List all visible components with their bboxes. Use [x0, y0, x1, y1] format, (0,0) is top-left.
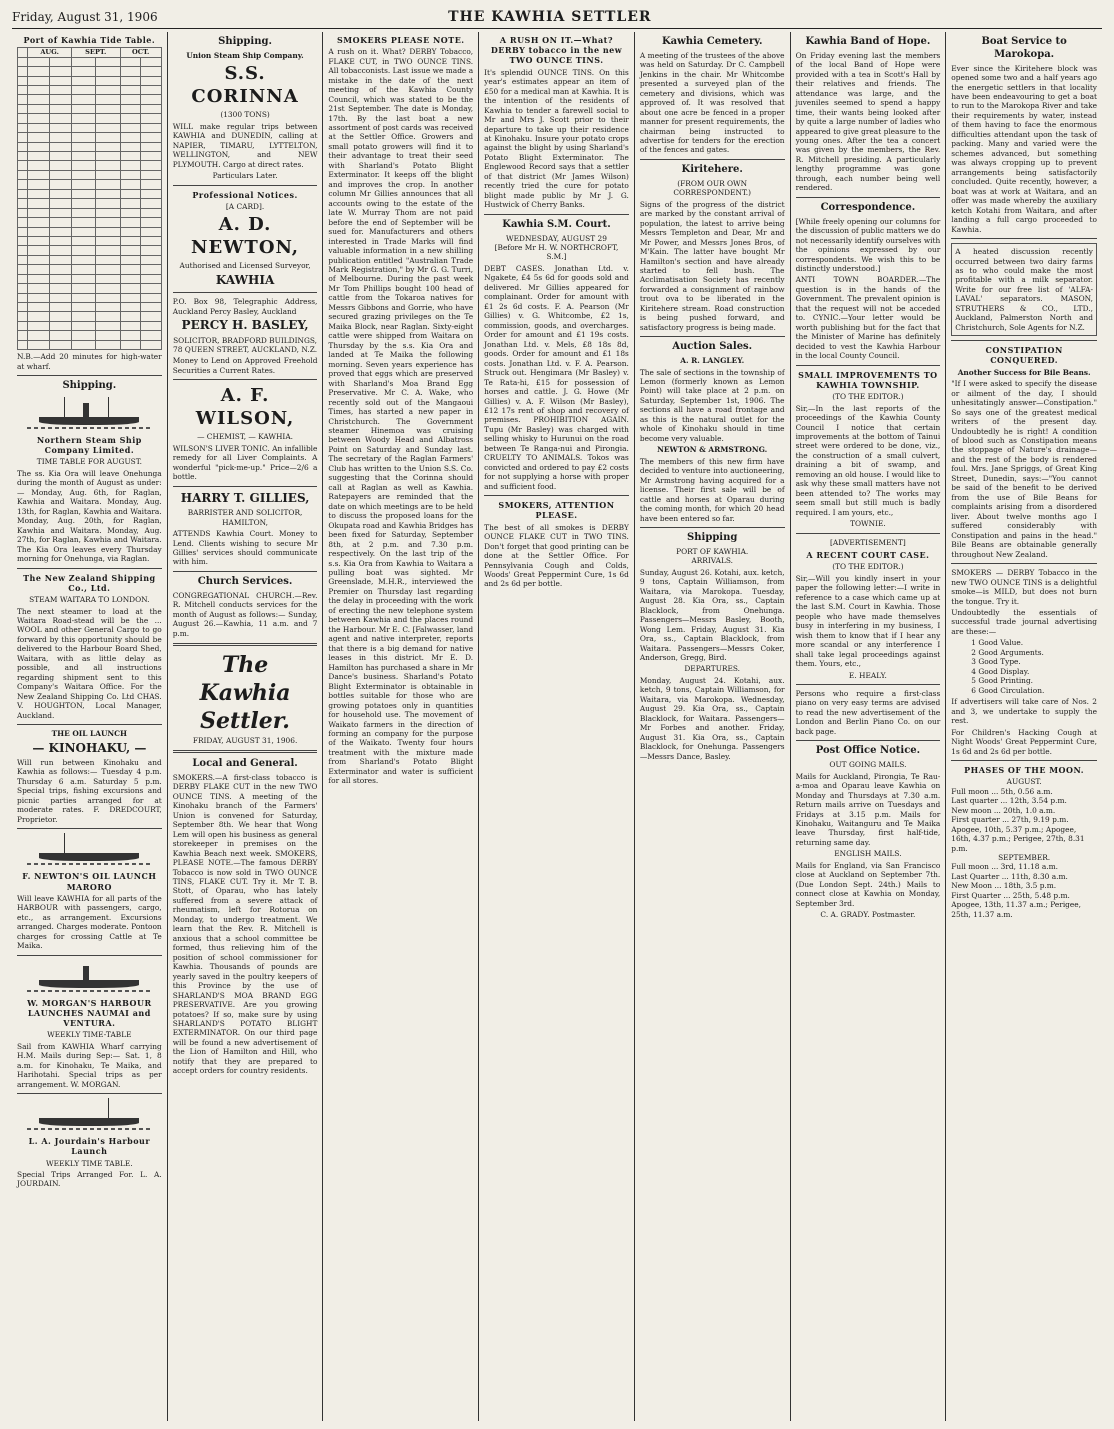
- jourdain-subtitle: WEEKLY TIME TABLE.: [46, 1158, 133, 1168]
- tide-row: [18, 180, 162, 189]
- steamship-illustration: [27, 397, 152, 431]
- court-body: DEBT CASES. Jonathan Ltd. v. Ngakete, £4 5s 6d for goods sold and delivered. Mr Gillies appeared for complainant. Order for amount with £1 2s 6d costs. F. A. Pearson (Mr Gillies) v. G. Whitcombe, £2 1s, commission, goods, and overcharges. Order for amount and £1 19s costs. Jonathan Ltd. v. Mels, £8 18s 8d, goods. Order for amount and £1 18s costs. Jonathan Ltd. v. F. A. Pearson. Struck out. Hengimara (Mr Basley) v. Te Rata-hi, £15 for possession of horses and cattle. J. G. Howe (Mr Gillies) v. A. F. Wilson (Mr Basley), £12 17s rent of shop and recovery of premises. PROHIBITION AGAIN. Tupu (Mr Basley) was charged with selling whisky to Hurunui on the road between Te Ranga-nui and Pirongia. CRUELTY TO ANIMALS. Tokos was convicted and ordered to pay £2 costs for not supplying a horse with proper and sufficient food.: [484, 263, 629, 491]
- newton-subtitle: Authorised and Licensed Surveyor,: [179, 261, 311, 271]
- correspondence-body: ANTI TOWN BOARDER.—The question is in the hands of the Government. The prevalent opinion is that the request will not be acceded to. CYNIC.—Your letter would be worth publishing but for the fact that the Minister of Marine has definitely decided to vest the Kawhia Harbour in the local County Council.: [795, 275, 941, 361]
- smokers-attention-title: SMOKERS, ATTENTION PLEASE.: [498, 500, 615, 521]
- aug-row: Last quarter ... 12th, 3.54 p.m.: [951, 796, 1067, 806]
- newton-armstrong: NEWTON & ARMSTRONG.: [657, 445, 768, 455]
- oil-launch-title: THE OIL LAUNCH: [51, 729, 128, 739]
- aug-row: First quarter ... 27th, 9.19 p.m.: [951, 815, 1069, 825]
- sept-row: Apogee, 13th, 11.37 a.m.; Perigee, 25th, 11.37 a.m.: [951, 900, 1082, 919]
- bile-beans-subheading: Another Success for Bile Beans.: [957, 367, 1091, 377]
- wilson-subtitle: — CHEMIST, — KAWHIA.: [197, 432, 294, 442]
- tide-row: [18, 133, 162, 142]
- tide-row: [18, 236, 162, 245]
- tide-month-aug: AUG.: [28, 48, 72, 57]
- tide-row: [18, 104, 162, 113]
- church-heading: Church Services.: [197, 575, 293, 587]
- tide-row: [18, 255, 162, 264]
- arrivals-body: Sunday, August 26. Kotahi, aux. ketch, 9 tons, Captain Williamson, from Waitara, via Marokopa. Tuesday, August 28. Kia Ora, ss., Captain Blacklock, from Onehunga. Passengers—Messrs Basley, Booth, Wong Lem. Friday, August 31. Kia Ora, ss., Captain Blacklock, from Waitara. Passengers—Messrs Coker, Anderson, Gregg, Bird.: [639, 567, 785, 662]
- nzship-subtitle: STEAM WAITARA TO LONDON.: [29, 595, 150, 605]
- tide-row: [18, 152, 162, 161]
- derby-smokers: SMOKERS — DERBY Tobacco in the new TWO OUNCE TINS is a delightful smoke—is MILD, but does not burn the tongue. Try it.: [951, 568, 1097, 606]
- correspondence-heading: Correspondence.: [820, 201, 916, 213]
- morgan-subtitle: WEEKLY TIME-TABLE: [47, 1030, 132, 1040]
- wilson-body: WILSON'S LIVER TONIC. An infallible remedy for all Liver Complaints. A wonderful "pick-me-up." Price—2/6 a bottle.: [172, 443, 318, 482]
- professional-notices: Professional Notices.: [192, 189, 298, 200]
- basley-name: PERCY H. BASLEY,: [181, 318, 309, 333]
- cemetery-body: A meeting of the trustees of the above was held on Saturday. Dr C. Campbell Jenkins in the chair. Mr Whitcombe presented a surveyed plan of the cemetery and divisions, which was approved of. It was resolved that about one acre be fenced in a proper manner for present requirements, the chairman being instructed to advertise for tenders for the erection of the fences and gates.: [639, 50, 785, 155]
- court-before: [Before Mr H. W. NORTHCROFT, S.M.]: [494, 243, 619, 262]
- corinna-body: WILL make regular trips between KAWHIA and DUNEDIN, calling at NAPIER, TIMARU, LYTTELTON, WELLINGTON, and NEW PLYMOUTH. Cargo at direct rates.: [172, 121, 318, 169]
- sept-row: First Quarter ... 25th, 5.48 p.m.: [951, 890, 1070, 900]
- issue-date: Friday, August 31, 1906: [12, 10, 158, 24]
- tide-row: [18, 218, 162, 227]
- aug-row: Full moon ... 5th, 0.56 a.m.: [951, 786, 1053, 796]
- sept-row: Full moon ... 3rd, 11.18 a.m.: [951, 862, 1058, 872]
- masthead: [12, 6, 1102, 29]
- langley-name: A. R. LANGLEY.: [680, 356, 745, 366]
- edition-date: FRIDAY, AUGUST 31, 1906.: [192, 735, 298, 745]
- tide-row: [18, 284, 162, 293]
- tide-row: [18, 161, 162, 170]
- column-7: [946, 32, 1102, 1421]
- tide-rows: [18, 57, 162, 350]
- tide-row: [18, 170, 162, 179]
- particulars: Particulars Later.: [212, 171, 278, 181]
- columns: [12, 32, 1102, 1421]
- small-improvements-heading: SMALL IMPROVEMENTS TO KAWHIA TOWNSHIP.: [798, 369, 938, 390]
- august-heading: AUGUST.: [1006, 777, 1042, 787]
- tide-row: [18, 246, 162, 255]
- tide-row: [18, 199, 162, 208]
- tide-row: [18, 265, 162, 274]
- newton-launch-body: Will leave KAWHIA for all parts of the HARBOUR with passengers, cargo, etc., as arrangement. Excursions arranged. Charges moderate. Pontoon charges for crossing Cattle at Te Maika.: [17, 893, 162, 951]
- post-office-body: Mails for Auckland, Pirongia, Te Rau-a-moa and Oparau leave Kawhia on Monday and Thursdays at 7.30 a.m. Return mails arrive on Tuesdays and Fridays at 3.15 p.m. Mails for Kinohaku, Waitanguru and Te Maika leave Thursday, first half-tide, returning same day.: [795, 771, 941, 847]
- to-the-editor-2: (TO THE EDITOR.): [832, 562, 904, 572]
- tide-row: [18, 303, 162, 312]
- column-5: [635, 32, 791, 1421]
- kiritehere-heading: Kiritehere.: [681, 163, 743, 175]
- column-3: [323, 32, 479, 1421]
- to-the-editor: (TO THE EDITOR.): [832, 392, 904, 402]
- tide-row: [18, 67, 162, 76]
- print-item: 1 Good Value.: [971, 638, 1024, 648]
- court-case-body: Sir,—Will you kindly insert in your paper the following letter:—I write in reference to a case which came up at the last S.M. Court in Kawhia. Those people who have made themselves busy in interfering in my business, I wish them to know that if I hear any more scandal or any interference I shall take legal proceedings against them. Yours, etc.,: [795, 573, 941, 669]
- tide-month-sept: SEPT.: [71, 48, 120, 57]
- english-mails-body: Mails for England, via San Francisco close at Auckland on September 7th. (Due London Sept. 24th.) Mails to connect close at Kawhia on Monday, September 3rd.: [795, 860, 941, 908]
- tide-row: [18, 142, 162, 151]
- basley-address: P.O. Box 98, Telegraphic Address, Auckland Percy Basley, Auckland: [172, 297, 318, 316]
- a-card: [A CARD].: [225, 201, 265, 211]
- church-body: CONGREGATIONAL CHURCH.—Rev. R. Mitchell conducts services for the month of August as follows:— Sunday, August 26.—Kawhia, 11 a.m. and 7 p.m.: [172, 590, 318, 638]
- column-6: [791, 32, 947, 1421]
- column-4-intro: It's splendid OUNCE TINS. On this year's estimates appear an item of £50 for a medical man at Kawhia. It is the intention of the residents of Kawhia to tender a farewell social to Mr and Mrs J. Scott prior to their departure to take up their residence at Kinohaku. Insure your potato crops against the blight by using Sharland's Potato Blight Exterminator. The Englewood Record says that a settler of that district (Mr James Wilson) recently tried the cure for potato blight made public by Mr J. G. Hustwick of Cherry Banks.: [484, 67, 629, 210]
- tide-table: [17, 47, 162, 350]
- smokers-notice-title: SMOKERS PLEASE NOTE.: [336, 35, 465, 45]
- tide-row: [18, 208, 162, 217]
- healy-signature: E. HEALY.: [848, 670, 887, 680]
- post-office-heading: Post Office Notice.: [815, 745, 921, 757]
- basley-subtitle: SOLICITOR, BRADFORD BUILDINGS, 78 QUEEN STREET, AUCKLAND, N.Z.: [173, 335, 318, 354]
- shipping-heading: Shipping.: [62, 380, 117, 392]
- tide-row: [18, 57, 162, 66]
- kiritehere-body: Signs of the progress of the district are marked by the constant arrival of population, the latest to arrive being Messrs Templeton and Dear, Mr and Mr Power, and Messrs Jones Bros, of M'Kain. The latter have bought Mr Hamilton's section and have already started to fell bush. The Acclimatisation Society has recently forwarded a consignment of rainbow trout ova to be liberated in the Kiritehere stream. Road construction is being pushed forward, and satisfactory progress is being made.: [639, 199, 785, 332]
- auction-heading: Auction Sales.: [672, 341, 753, 353]
- tide-row: [18, 227, 162, 236]
- port-heading: PORT OF KAWHIA.: [676, 546, 749, 556]
- arrivals-heading: ARRIVALS.: [691, 556, 734, 566]
- tide-row: [18, 321, 162, 330]
- nzsc-title: Northern Steam Ship Company Limited.: [36, 434, 142, 456]
- usco-title: Union Steam Ship Company.: [186, 50, 304, 60]
- separator-ad: A heated discussion recently occurred between two dairy farms as to who could make the most profitable with a milk separator. Write for our free list of 'ALFA-LAVAL' separators. MASON, STRUTHERS & CO., LTD., Auckland, Palmerston North and Christchurch, Sole Agents for N.Z.: [951, 243, 1097, 336]
- shipping-heading-3: Shipping: [687, 532, 738, 544]
- corinna-tons: (1300 TONS): [220, 110, 270, 120]
- outgoing-mails: OUT GOING MAILS.: [829, 760, 907, 770]
- paper-title: THE KAWHIA SETTLER: [448, 9, 652, 25]
- piano-notice: Persons who require a first-class piano on very easy terms are advised to read the new advertisement of the London and Berlin Piano Co. on our back page.: [795, 689, 941, 736]
- departures-body: Monday, August 24. Kotahi, aux. ketch, 9 tons, Captain Williamson, for Waitara, via Marokopa. Wednesday, August 29. Kia Ora, ss., Captain Blacklock, for Waitara. Passengers—Mr Forbes and another. Friday, August 31. Kia Ora, ss., Captain Blacklock, for Onehunga. Passengers—Messrs Dance, Basley.: [639, 675, 785, 761]
- newton-name: A. D. NEWTON,: [191, 214, 300, 259]
- grady-signature: C. A. GRADY. Postmaster.: [820, 910, 916, 920]
- aug-row: New moon ... 20th, 1.0 a.m.: [951, 805, 1056, 815]
- kiritehere-sub: (FROM OUR OWN CORRESPONDENT.): [673, 178, 752, 198]
- tide-row: [18, 293, 162, 302]
- launch-illustration-3: [27, 1098, 152, 1132]
- nzship-body: The next steamer to load at the Waitara Road-stead will be the ... WOOL and other General Cargo to go forward by this opportunity should be delivered to the Harbour Board Shed, Waitara, with as little delay as possible, and all instructions regarding shipment sent to this Company's Waitara Office. For the New Zealand Shipping Co. Ltd CHAS. V. HOUGHTON, Local Manager, Auckland.: [17, 606, 162, 720]
- print-item: 4 Good Display.: [971, 666, 1030, 676]
- moon-phases-heading: PHASES OF THE MOON.: [964, 765, 1085, 775]
- tide-row: [18, 340, 162, 349]
- gillies-body: ATTENDS Kawhia Court. Money to Lend. Clients wishing to secure Mr Gillies' services should communicate with him.: [172, 529, 318, 567]
- townie-signature: TOWNIE.: [850, 519, 886, 529]
- gillies-name: HARRY T. GILLIES,: [180, 490, 310, 505]
- print-intro: Undoubtedly the essentials of successful trade journal advertising are these:—: [951, 607, 1097, 636]
- newton-launch-title: F. NEWTON'S OIL LAUNCH MARORO: [22, 871, 157, 892]
- nzship-title: The New Zealand Shipping Co., Ltd.: [23, 572, 156, 593]
- tide-row: [18, 274, 162, 283]
- launch-illustration: [27, 833, 152, 867]
- print-item: 2 Good Arguments.: [971, 647, 1044, 657]
- auction-body: The sale of sections in the township of Lemon (formerly known as Lemon Point) will take place at 2 p.m. on Saturday, September 1st, 1906. The sections all have a road frontage and as this is the natural outlet for the whole of Kinohaku should in time become very valuable.: [639, 367, 785, 443]
- local-general-heading: Local and General.: [192, 758, 298, 770]
- english-mails: ENGLISH MAILS.: [834, 849, 902, 859]
- oil-launch-name: — KINOHAKU, —: [32, 740, 147, 755]
- tide-table-title: Port of Kawhia Tide Table.: [23, 35, 156, 45]
- print-list: [951, 638, 1097, 695]
- tide-row: [18, 189, 162, 198]
- tide-row: [18, 123, 162, 132]
- court-case-heading: A RECENT COURT CASE.: [806, 550, 930, 561]
- morgan-body: Sail from KAWHIA Wharf carrying H.M. Mails during Sep:— Sat. 1, 8 a.m. for Kinohaku, Te Maika, and Harihotahi. Special trips as per arrangement. W. MORGAN.: [17, 1041, 162, 1089]
- tide-month-oct: OCT.: [120, 48, 161, 57]
- column-1: [12, 32, 168, 1421]
- nzsc-subtitle: TIME TABLE FOR AUGUST.: [36, 457, 142, 467]
- local-general-body: SMOKERS.—A first-class tobacco is DERBY FLAKE CUT in the new TWO OUNCE TINS. A meeting of the Kinohaku branch of the Farmers' Union is convened for Saturday, September 8th. We hear that Wong Lem will open his business as general storekeeper in premises on the Kawhia Beach next week. SMOKERS, PLEASE NOTE.—The famous DERBY Tobacco is now sold in TWO OUNCE TINS, FLAKE CUT. Try it. Mr T. B. Stott, of Oparau, who has lately suffered from a severe attack of rheumatism, left for Rotorua on Monday, to undergo treatment. We learn that the Rev. R. Mitchell is anxious that a school committee be formed, thus relieving him of the position of school commissioner for Kawhia. Thousands of pounds are yearly saved in the poultry keepers of this Province by the use of SHARLAND'S MOA BRAND EGG PRESERVATIVE. Are you growing potatoes? If so, make sure by using SHARLAND'S POTATO BLIGHT EXTERMINATOR. On our third page will be found a new advertisement of the Lion of Hamilton and Hill, who notify that they are prepared to accept orders for country residents.: [172, 772, 318, 1076]
- band-of-hope-heading: Kawhia Band of Hope.: [805, 36, 931, 47]
- tide-row: [18, 114, 162, 123]
- sept-row: New Moon ... 18th, 3.5 p.m.: [951, 881, 1057, 891]
- constipation-heading: CONSTIPATION CONQUERED.: [985, 345, 1063, 366]
- advertisement-tag: [ADVERTISEMENT]: [830, 537, 906, 547]
- launch-illustration-2: [27, 960, 152, 994]
- tide-row: [18, 95, 162, 104]
- sept-row: Last Quarter ... 11th, 8.30 a.m.: [951, 871, 1068, 881]
- newton-place: KAWHIA: [215, 272, 275, 287]
- wilson-name: A. F. WILSON,: [195, 385, 295, 430]
- column-2: [168, 32, 324, 1421]
- aug-row: Apogee, 10th, 5.37 p.m.; Apogee, 16th, 4.37 p.m.; Perigee, 27th, 8.31 p.m.: [951, 824, 1085, 853]
- smokers-attention-body: The best of all smokes is DERBY OUNCE FLAKE CUT in TWO TINS. Don't forget that good printing can be done at the Settler Office. For Pennsylvania Cough and Colds, Woods' Great Peppermint Cure, 1s 6d and 2s 6d per bottle.: [484, 522, 629, 589]
- column-3-body: A rush on it. What? DERBY Tobacco, FLAKE CUT, in TWO OUNCE TINS. All tobacconists. Last issue we made a mistake in the date of the next meeting of the Kawhia County Council, which was stated to be the 21st September. The date is Monday, 17th. By the last boat a new assortment of post cards was received at the Settler Office. Growers and small potato growers will find it to their advantage to treat their seed with Sharland's Potato Blight Exterminator. It keeps off the blight and improves the crop. In another column Mr Gillies announces that all accounts owing to the estate of the late W. Murray Thom are not paid before the end of September will be sued for. Manufacturers and others interested in Trade Marks will find valuable information in a new shilling publication entitled "Australian Trade Mark Registration," by Mr G. G. Turri, of Melbourne. During the past week Mr Tom Phillips bought 100 head of cattle from the Tokaroa natives for Messrs Gibbons and Gorrie, who have secured grazing privileges on the Te Maika Block, near Raglan. Sixty-eight cattle were shipped from Waitara on Thursday by the s.s. Kia Ora and landed at Te Maika the following morning. Seven years experience has proved that eggs which are preserved with Sharland's Moa Brand Egg Preservative. Mr C. A. Wake, who recently sold out of the Mangaoui Times, has started a new paper in Christchurch. The Government steamer Hinemoa was cruising between Woody Head and Albatross Point on Saturday and Sunday last. The secretary of the Raglan Farmers' Club has written to the Union S.S. Co. suggesting that the Corinna should call at Raglan as well as Kawhia. Ratepayers are reminded that the date on which meetings are to be held to discuss the proposed loans for the Okupata road and Kawhia Bridges has been fixed for Saturday, September 8th, at 2 p.m. and 7.30 p.m. respectively. On the last trip of the s.s. Kia Ora from Kawhia to Waitara a pulling boat was sighted. Mr Greenslade, M.H.R., interviewed the Premier on Thursday last regarding the delay in proceeding with the work of erecting the new telephone system between Kawhia and the places round the Harbour. Mr E. C. [Falwasser, land agent and native interpreter, reports that there is a big demand for native leases in this district. Mr E. D. Hamilton has purchased a share in Mr Dance's business. Sharland's Potato Blight Exterminator is obtainable in bottles suitable for those who are growing potatoes only in quantities for household use. The movement of Waikato farmers in the direction of forming an company for the purpose of the Waikato. Twenty four hours treatment with the mixture made from Sharland's Potato Blight Exterminator and water is sufficient for all stores.: [328, 47, 474, 786]
- tide-row: [18, 312, 162, 321]
- tide-row: [18, 76, 162, 85]
- tide-note: N.B.—Add 20 minutes for high-water at wharf.: [17, 352, 162, 371]
- print-item: 5 Good Printing.: [971, 676, 1034, 686]
- oil-launch-body: Will run between Kinohaku and Kawhia as follows:— Tuesday 4 p.m. Thursday 6 a.m. Saturday 5 p.m. Special trips, fishing excursions and picnic parties arranged for at moderate rates. F. DREDCOURT, Proprietor.: [17, 757, 162, 824]
- childrens-cough: For Children's Hacking Cough at Night Woods' Great Peppermint Cure, 1s 6d and 2s 6d per bottle.: [951, 727, 1097, 756]
- morgan-title: W. MORGAN'S HARBOUR LAUNCHES NAUMAI and VENTURA.: [27, 997, 152, 1029]
- newton-armstrong-body: The members of this new firm have decided to venture into auctioneering, Mr Armstrong having acquired for a license. Their first sale will be of cattle and horses at Oparau during the coming month, for which 20 head have been entered so far.: [639, 456, 785, 523]
- court-heading: Kawhia S.M. Court.: [502, 218, 611, 230]
- boat-service-heading: Boat Service to Marokopa.: [981, 36, 1067, 60]
- basley-body: Money to Lend on Approved Freehold Securities a Current Rates.: [172, 356, 318, 375]
- september-heading: SEPTEMBER.: [998, 852, 1051, 862]
- nzsc-body: The ss. Kia Ora will leave Onehunga during the month of August as under:— Monday, Aug. 6th, for Raglan, Kawhia and Waitara. Monday, Aug. 13th, for Raglan, Kawhia and Waitara. Monday, Aug. 20th, for Raglan, Kawhia and Waitara. Monday, Aug. 27th, for Raglan, Kawhia and Waitara. The Kia Ora leaves every Thursday morning for Onehunga, via Raglan.: [17, 468, 162, 564]
- court-date: WEDNESDAY, AUGUST 29: [506, 233, 607, 243]
- corinna-title: S.S. CORINNA: [191, 63, 299, 108]
- rush-title: A RUSH ON IT.—What? DERBY tobacco in the new TWO OUNCE TINS.: [490, 35, 623, 66]
- constipation-body: "If I were asked to specify the disease or ailment of the day, I should unhesitatingly answer—Constipation." So says one of the greatest medical writers of the present day. Undoubtedly he is right! A condition of blood such as Constipation means the stoppage of Nature's drainage—and the rest of the body is rendered foul. Mrs. Jane Spriggs, of Great King Street, Dunedin, says:—"You cannot be said of the benefit to be derived from the use of Bile Beans for complaints arising from a disordered liver. About twelve months ago I suffered considerably with Constipation and pains in the head." Bile Beans are obtainable generally throughout New Zealand.: [951, 379, 1097, 559]
- departures-heading: DEPARTURES.: [684, 664, 741, 674]
- tide-row: [18, 85, 162, 94]
- print-item: 6 Good Circulation.: [971, 685, 1045, 695]
- print-item: 3 Good Type.: [971, 657, 1021, 667]
- jourdain-body: Special Trips Arranged For. L. A. JOURDAIN.: [17, 1170, 162, 1189]
- tide-row: [18, 331, 162, 340]
- settler-nameplate: The Kawhia Settler.: [199, 652, 291, 735]
- jourdain-title: L. A. Jourdain's Harbour Launch: [28, 1136, 151, 1157]
- gillies-subtitle: BARRISTER AND SOLICITOR, HAMILTON,: [187, 508, 303, 527]
- small-improvements-body: Sir,—In the last reports of the proceedings of the Kawhia County Council I notice that certain improvements at the bottom of Tainui street were ordered to be done, viz., the construction of a small culvert, draining a bit of swamp, and removing an old house. I would like to ask why these small matters have not been attended to? The works may seem small but still much is badly required. I am yours, etc.,: [795, 403, 941, 517]
- print-close: If advertisers will take care of Nos. 2 and 3, we undertake to supply the rest.: [951, 697, 1097, 726]
- boat-service-body: Ever since the Kiritehere block was opened some two and a half years ago the energetic settlers in that locality have been endeavouring to get a boat to run to the Marokopa River and take their requirements by water, instead of them having to face the enormous difficulties attendant upon the task of packing. Many and varied were the schemes advanced, but something was always cropping up to prevent arrangements being satisfactorily concluded. Quite recently, however, a boat was at work at Waitara, and an offer was made whereby the auxiliary ketch Kotahi from Waitara, and after landing a full cargo proceeded to Kawhia.: [951, 63, 1097, 234]
- cemetery-heading: Kawhia Cemetery.: [661, 36, 763, 47]
- shipping-heading-2: Shipping.: [218, 36, 272, 47]
- correspondence-note: [While freely opening our columns for the discussion of public matters we do not necessarily identify ourselves with the opinions expressed by our correspondents. We wish this to be distinctly understood.]: [795, 216, 941, 273]
- band-of-hope-body: On Friday evening last the members of the local Band of Hope were provided with a tea in Scott's Hall by their relatives and friends. The attendance was large, and the juveniles seemed to spend a happy time, their wants being looked after by quite a large number of ladies who appeared to give great pleasure to the young ones. After the tea a concert was given by the members, the Rev. R. Mitchell presiding. A particularly lengthy programme was gone through, each number being well rendered.: [795, 50, 941, 193]
- column-4: [479, 32, 635, 1421]
